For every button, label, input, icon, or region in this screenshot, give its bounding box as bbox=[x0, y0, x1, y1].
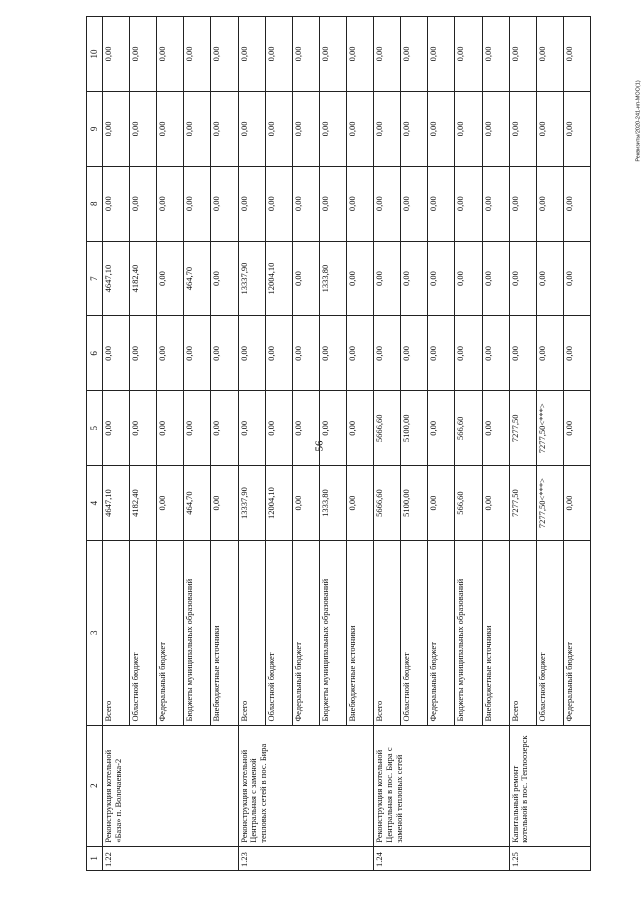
amount-cell: 0,00 bbox=[563, 241, 590, 316]
item-name: Реконструкция котельной Центральная с заменой тепловых сетей в пос. Бира bbox=[238, 725, 374, 846]
column-number: 5 bbox=[87, 391, 103, 466]
item-number: 1.23 bbox=[238, 846, 374, 870]
amount-cell: 0,00 bbox=[536, 241, 563, 316]
amount-cell: 0,00 bbox=[292, 91, 319, 166]
amount-cell: 0,00 bbox=[428, 17, 455, 92]
amount-cell: 0,00 bbox=[103, 166, 130, 241]
amount-cell: 0,00 bbox=[563, 91, 590, 166]
amount-cell: 12004,10 bbox=[265, 241, 292, 316]
funding-source: Внебюджетные источники bbox=[346, 541, 373, 726]
amount-cell: 0,00 bbox=[103, 391, 130, 466]
funding-source: Федеральный бюджет bbox=[292, 541, 319, 726]
item-name: Капитальный ремонт котельной в пос. Теплоозерск bbox=[509, 725, 590, 846]
funding-source: Федеральный бюджет bbox=[563, 541, 590, 726]
amount-cell: 0,00 bbox=[265, 166, 292, 241]
amount-cell: 0,00 bbox=[346, 391, 373, 466]
amount-cell: 0,00 bbox=[428, 391, 455, 466]
amount-cell: 7277,50<***> bbox=[536, 466, 563, 541]
column-number: 10 bbox=[87, 17, 103, 92]
amount-cell: 0,00 bbox=[319, 316, 346, 391]
amount-cell: 0,00 bbox=[238, 166, 265, 241]
column-number: 9 bbox=[87, 91, 103, 166]
amount-cell: 5666,60 bbox=[374, 466, 401, 541]
amount-cell: 0,00 bbox=[428, 166, 455, 241]
amount-cell: 0,00 bbox=[482, 17, 509, 92]
column-number: 1 bbox=[87, 846, 103, 870]
amount-cell: 0,00 bbox=[211, 241, 238, 316]
amount-cell: 7277,50 bbox=[509, 391, 536, 466]
amount-cell: 0,00 bbox=[428, 466, 455, 541]
amount-cell: 0,00 bbox=[211, 466, 238, 541]
amount-cell: 7277,50<***> bbox=[536, 391, 563, 466]
amount-cell: 0,00 bbox=[157, 391, 184, 466]
amount-cell: 0,00 bbox=[428, 241, 455, 316]
amount-cell: 0,00 bbox=[292, 241, 319, 316]
amount-cell: 0,00 bbox=[211, 391, 238, 466]
amount-cell: 0,00 bbox=[346, 316, 373, 391]
amount-cell: 0,00 bbox=[157, 17, 184, 92]
amount-cell: 0,00 bbox=[319, 166, 346, 241]
amount-cell: 0,00 bbox=[536, 166, 563, 241]
page-number: 56 bbox=[313, 440, 326, 452]
funding-source: Областной бюджет bbox=[536, 541, 563, 726]
amount-cell: 4182,40 bbox=[130, 466, 157, 541]
amount-cell: 0,00 bbox=[184, 166, 211, 241]
amount-cell: 0,00 bbox=[482, 241, 509, 316]
amount-cell: 0,00 bbox=[563, 316, 590, 391]
amount-cell: 4182,40 bbox=[130, 241, 157, 316]
amount-cell: 0,00 bbox=[184, 17, 211, 92]
column-number: 6 bbox=[87, 316, 103, 391]
amount-cell: 7277,50 bbox=[509, 466, 536, 541]
amount-cell: 0,00 bbox=[265, 91, 292, 166]
amount-cell: 0,00 bbox=[319, 91, 346, 166]
amount-cell: 12004,10 bbox=[265, 466, 292, 541]
funding-source: Бюджеты муниципальных образований bbox=[455, 541, 482, 726]
amount-cell: 0,00 bbox=[563, 17, 590, 92]
amount-cell: 0,00 bbox=[455, 241, 482, 316]
amount-cell: 0,00 bbox=[509, 241, 536, 316]
amount-cell: 0,00 bbox=[103, 91, 130, 166]
amount-cell: 0,00 bbox=[211, 316, 238, 391]
amount-cell: 0,00 bbox=[184, 391, 211, 466]
amount-cell: 0,00 bbox=[346, 17, 373, 92]
amount-cell: 0,00 bbox=[130, 391, 157, 466]
amount-cell: 0,00 bbox=[482, 391, 509, 466]
amount-cell: 5100,00 bbox=[401, 466, 428, 541]
amount-cell: 0,00 bbox=[292, 166, 319, 241]
amount-cell: 0,00 bbox=[319, 391, 346, 466]
amount-cell: 0,00 bbox=[238, 17, 265, 92]
amount-cell: 0,00 bbox=[130, 316, 157, 391]
amount-cell: 0,00 bbox=[292, 466, 319, 541]
amount-cell: 0,00 bbox=[346, 241, 373, 316]
funding-source: Внебюджетные источники bbox=[211, 541, 238, 726]
amount-cell: 0,00 bbox=[374, 241, 401, 316]
budget-table bbox=[86, 16, 591, 871]
rotated-table-container bbox=[86, 16, 591, 871]
funding-source: Бюджеты муниципальных образований bbox=[319, 541, 346, 726]
amount-cell: 566,60 bbox=[455, 391, 482, 466]
amount-cell: 0,00 bbox=[238, 391, 265, 466]
amount-cell: 464,70 bbox=[184, 466, 211, 541]
amount-cell: 464,70 bbox=[184, 241, 211, 316]
amount-cell: 0,00 bbox=[374, 17, 401, 92]
funding-source: Бюджеты муниципальных образований bbox=[184, 541, 211, 726]
column-number: 8 bbox=[87, 166, 103, 241]
amount-cell: 4647,10 bbox=[103, 241, 130, 316]
amount-cell: 5100,00 bbox=[401, 391, 428, 466]
amount-cell: 13337,90 bbox=[238, 466, 265, 541]
amount-cell: 0,00 bbox=[509, 166, 536, 241]
amount-cell: 0,00 bbox=[130, 166, 157, 241]
amount-cell: 0,00 bbox=[374, 316, 401, 391]
amount-cell: 0,00 bbox=[238, 91, 265, 166]
amount-cell: 0,00 bbox=[130, 17, 157, 92]
amount-cell: 0,00 bbox=[211, 91, 238, 166]
amount-cell: 4647,10 bbox=[103, 466, 130, 541]
funding-source: Областной бюджет bbox=[130, 541, 157, 726]
column-number: 2 bbox=[87, 725, 103, 846]
funding-source: Федеральный бюджет bbox=[157, 541, 184, 726]
amount-cell: 1333,80 bbox=[319, 466, 346, 541]
amount-cell: 0,00 bbox=[536, 316, 563, 391]
amount-cell: 0,00 bbox=[184, 91, 211, 166]
item-number: 1.22 bbox=[103, 846, 239, 870]
amount-cell: 0,00 bbox=[346, 91, 373, 166]
amount-cell: 0,00 bbox=[401, 241, 428, 316]
amount-cell: 0,00 bbox=[455, 17, 482, 92]
item-number: 1.25 bbox=[509, 846, 590, 870]
amount-cell: 0,00 bbox=[103, 17, 130, 92]
amount-cell: 0,00 bbox=[563, 166, 590, 241]
amount-cell: 0,00 bbox=[509, 91, 536, 166]
amount-cell: 0,00 bbox=[374, 91, 401, 166]
amount-cell: 0,00 bbox=[292, 316, 319, 391]
amount-cell: 0,00 bbox=[211, 17, 238, 92]
column-number: 3 bbox=[87, 541, 103, 726]
item-name: Реконструкция котельной Центральная в пос. Бира с заменой тепловых сетей bbox=[374, 725, 510, 846]
column-number: 4 bbox=[87, 466, 103, 541]
amount-cell: 0,00 bbox=[509, 316, 536, 391]
funding-source: Всего bbox=[103, 541, 130, 726]
amount-cell: 0,00 bbox=[346, 166, 373, 241]
amount-cell: 0,00 bbox=[265, 316, 292, 391]
amount-cell: 0,00 bbox=[265, 17, 292, 92]
amount-cell: 0,00 bbox=[157, 241, 184, 316]
table-row bbox=[509, 17, 536, 871]
table-row bbox=[238, 17, 265, 871]
amount-cell: 0,00 bbox=[536, 91, 563, 166]
amount-cell: 0,00 bbox=[401, 17, 428, 92]
amount-cell: 0,00 bbox=[211, 166, 238, 241]
amount-cell: 5666,60 bbox=[374, 391, 401, 466]
amount-cell: 0,00 bbox=[455, 166, 482, 241]
amount-cell: 0,00 bbox=[401, 316, 428, 391]
item-name: Реконструкция котельной «База» п. Волочаевка-2 bbox=[103, 725, 239, 846]
funding-source: Внебюджетные источники bbox=[482, 541, 509, 726]
amount-cell: 0,00 bbox=[157, 316, 184, 391]
amount-cell: 13337,90 bbox=[238, 241, 265, 316]
amount-cell: 1333,80 bbox=[319, 241, 346, 316]
funding-source: Всего bbox=[238, 541, 265, 726]
amount-cell: 0,00 bbox=[319, 17, 346, 92]
table-body bbox=[103, 17, 591, 871]
amount-cell: 0,00 bbox=[265, 391, 292, 466]
amount-cell: 0,00 bbox=[536, 17, 563, 92]
amount-cell: 0,00 bbox=[292, 391, 319, 466]
amount-cell: 0,00 bbox=[563, 466, 590, 541]
funding-source: Всего bbox=[374, 541, 401, 726]
funding-source: Федеральный бюджет bbox=[428, 541, 455, 726]
column-number: 7 bbox=[87, 241, 103, 316]
funding-source: Областной бюджет bbox=[265, 541, 292, 726]
item-number: 1.24 bbox=[374, 846, 510, 870]
amount-cell: 0,00 bbox=[157, 466, 184, 541]
amount-cell: 0,00 bbox=[509, 17, 536, 92]
document-footer-code: Реквизиты/2020-241-ип-МОО(1) bbox=[635, 80, 642, 162]
amount-cell: 0,00 bbox=[103, 316, 130, 391]
amount-cell: 0,00 bbox=[455, 91, 482, 166]
amount-cell: 0,00 bbox=[374, 166, 401, 241]
amount-cell: 0,00 bbox=[401, 91, 428, 166]
amount-cell: 0,00 bbox=[482, 91, 509, 166]
funding-source: Всего bbox=[509, 541, 536, 726]
amount-cell: 566,60 bbox=[455, 466, 482, 541]
amount-cell: 0,00 bbox=[401, 166, 428, 241]
amount-cell: 0,00 bbox=[428, 316, 455, 391]
funding-source: Областной бюджет bbox=[401, 541, 428, 726]
amount-cell: 0,00 bbox=[482, 166, 509, 241]
amount-cell: 0,00 bbox=[292, 17, 319, 92]
amount-cell: 0,00 bbox=[482, 316, 509, 391]
table-row bbox=[103, 17, 130, 871]
amount-cell: 0,00 bbox=[238, 316, 265, 391]
amount-cell: 0,00 bbox=[346, 466, 373, 541]
amount-cell: 0,00 bbox=[157, 166, 184, 241]
amount-cell: 0,00 bbox=[455, 316, 482, 391]
amount-cell: 0,00 bbox=[428, 91, 455, 166]
table-row bbox=[374, 17, 401, 871]
amount-cell: 0,00 bbox=[130, 91, 157, 166]
amount-cell: 0,00 bbox=[184, 316, 211, 391]
column-number-row bbox=[87, 17, 103, 871]
amount-cell: 0,00 bbox=[563, 391, 590, 466]
amount-cell: 0,00 bbox=[482, 466, 509, 541]
amount-cell: 0,00 bbox=[157, 91, 184, 166]
